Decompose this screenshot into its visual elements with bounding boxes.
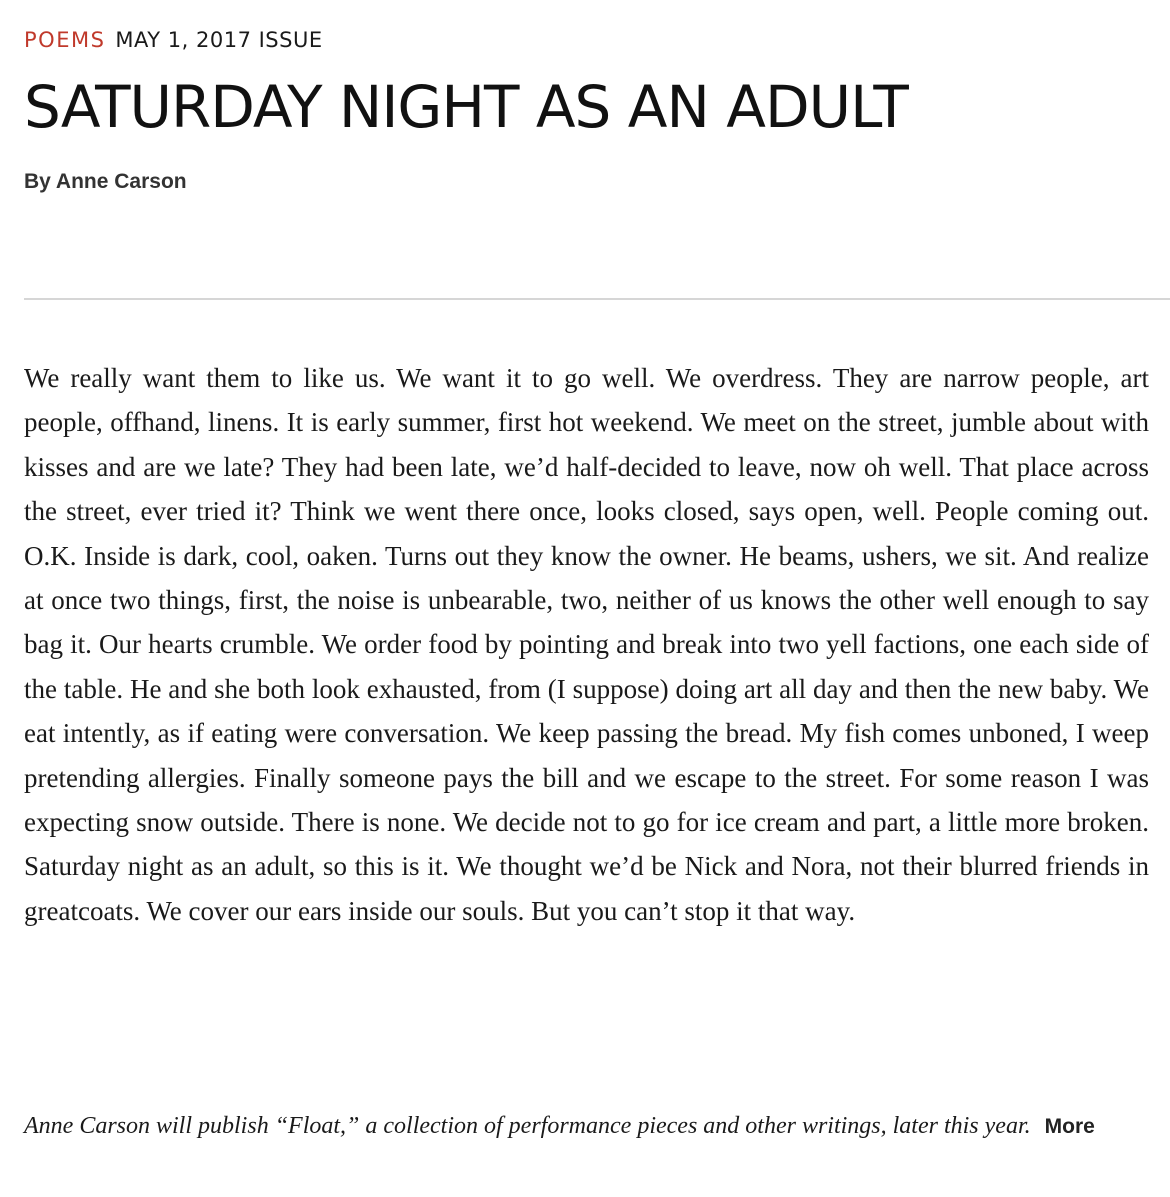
more-link[interactable]: More [1044, 1115, 1095, 1138]
section-divider [24, 298, 1170, 300]
article-rubric [24, 28, 323, 52]
issue-label[interactable]: MAY 1, 2017 ISSUE [115, 28, 323, 52]
contributor-note-text: Anne Carson will publish “Float,” a collection of performance pieces and other writings, later this year. [24, 1113, 1031, 1139]
section-link-poems[interactable]: POEMS [24, 28, 106, 52]
byline-prefix: By [24, 170, 51, 193]
article-title: SATURDAY NIGHT AS AN ADULT [24, 73, 908, 141]
poem-body: We really want them to like us. We want it to go well. We overdress. They are narrow people, art people, offhand, linens. It is early summer, first hot weekend. We meet on the street, jumble about with kisses and are we late? They had been late, we’d half-decided to leave, now oh well. That place across the street, ever tried it? Think we went there once, looks closed, says open, well. People coming out. O.K. Inside is dark, cool, oaken. Turns out they know the owner. He beams, ushers, we sit. And realize at once two things, first, the noise is unbearable, two, neither of us knows the other well enough to say bag it. Our hearts crumble. We order food by pointing and break into two yell factions, one each side of the table. He and she both look exhausted, from (I suppose) doing art all day and then the new baby. We eat intently, as if eating were conversation. We keep passing the bread. My fish comes unboned, I weep pretending allergies. Finally someone pays the bill and we escape to the street. For some reason I was expecting snow outside. There is none. We decide not to go for ice cream and part, a little more broken. Saturday night as an adult, so this is it. We thought we’d be Nick and Nora, not their blurred friends in greatcoats. We cover our ears inside our souls. But you can’t stop it that way. [24, 363, 1149, 926]
byline [24, 170, 187, 194]
author-link[interactable]: Anne Carson [55, 170, 187, 193]
contributor-note [24, 1104, 1139, 1149]
